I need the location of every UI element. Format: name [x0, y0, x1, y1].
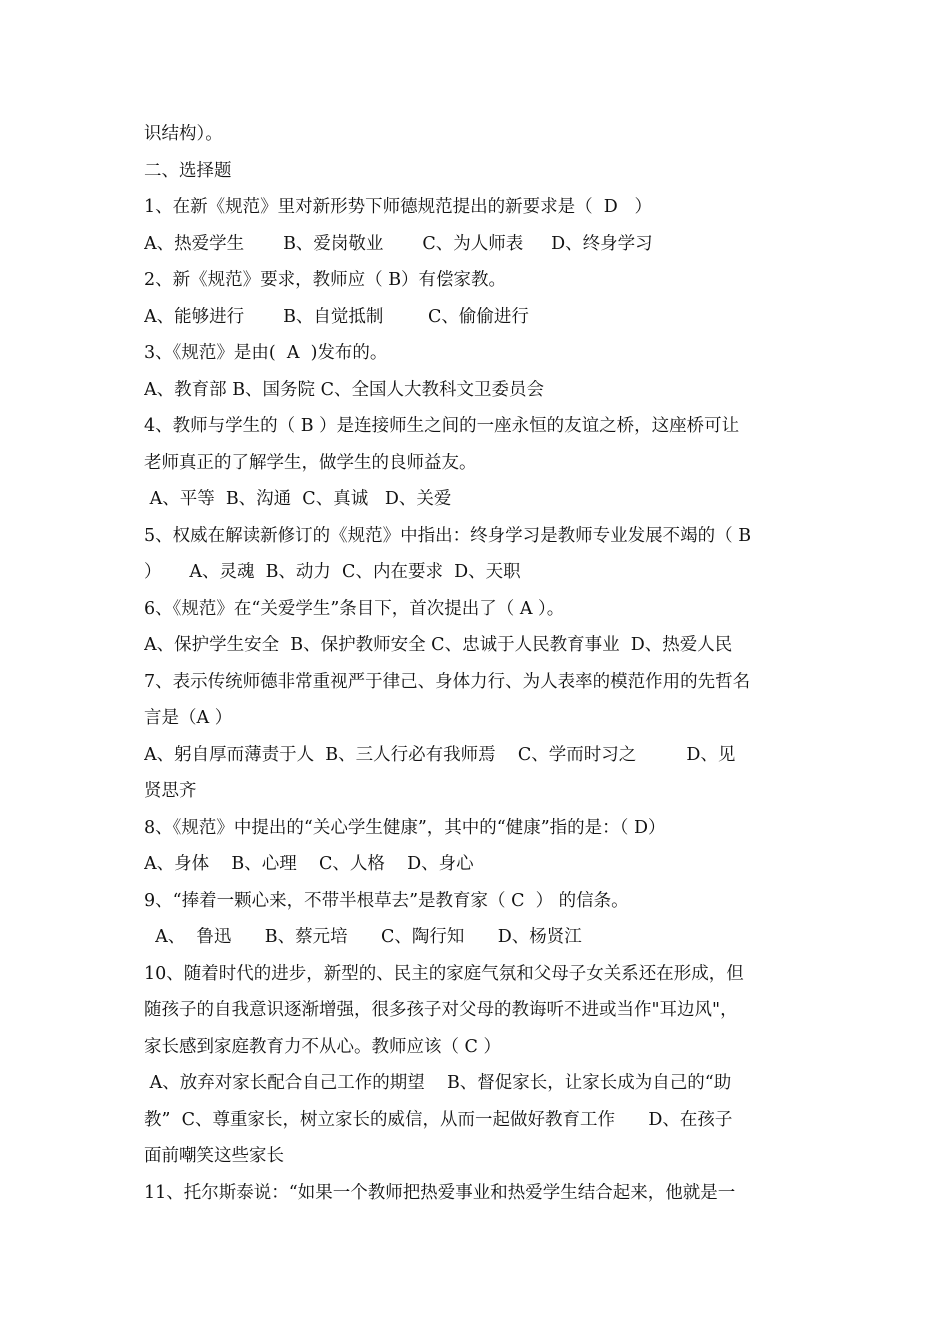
- question-8-options: A、身体 B、心理 C、人格 D、身心: [144, 854, 474, 874]
- question-7-continued: 言是（A ）: [144, 708, 233, 728]
- question-4-continued: 老师真正的了解学生，做学生的良师益友。: [144, 452, 477, 473]
- question-5-options: ） A、灵魂 B、动力 C、内在要求 D、天职: [144, 562, 521, 582]
- question-8: 8、《规范》中提出的“关心学生健康”，其中的“健康”指的是：（ D）: [144, 817, 666, 838]
- question-3: 3、《规范》是由( A )发布的。: [144, 343, 388, 363]
- question-2-options: A、能够进行 B、自觉抵制 C、偷偷进行: [144, 306, 529, 327]
- question-10-continued-2: 家长感到家庭教育力不从心。教师应该（ C ）: [144, 1036, 502, 1057]
- question-7: 7、表示传统师德非常重视严于律己、身体力行、为人表率的模范作用的先哲名: [144, 671, 751, 692]
- question-3-options: A、教育部 B、国务院 C、全国人大教科文卫委员会: [144, 379, 545, 400]
- section-heading: 二、选择题: [144, 160, 232, 181]
- document-page: [144, 116, 812, 1211]
- question-2: 2、新《规范》要求，教师应（ B）有偿家教。: [144, 270, 507, 290]
- question-11: 11、托尔斯泰说：“如果一个教师把热爱事业和热爱学生结合起来，他就是一: [144, 1182, 736, 1203]
- question-1: 1、在新《规范》里对新形势下师德规范提出的新要求是（ D ）: [144, 197, 652, 217]
- question-4-options: A、平等 B、沟通 C、真诚 D、关爱: [144, 489, 452, 509]
- question-9: 9、“捧着一颗心来，不带半根草去”是教育家（ C ） 的信条。: [144, 890, 629, 911]
- question-10-continued-1: 随孩子的自我意识逐渐增强，很多孩子对父母的教诲听不进或当作"耳边风"，: [144, 1000, 738, 1020]
- text-line-1: 识结构）。: [144, 124, 223, 144]
- question-5: 5、权威在解读新修订的《规范》中指出：终身学习是教师专业发展不竭的（ B: [144, 525, 752, 546]
- question-10-options-2: 教” C、尊重家长，树立家长的威信，从而一起做好教育工作 D、在孩子: [144, 1109, 733, 1130]
- question-7-options-continued: 贤思齐: [144, 781, 197, 801]
- question-10: 10、随着时代的进步，新型的、民主的家庭气氛和父母子女关系还在形成，但: [144, 963, 744, 984]
- question-10-options-3: 面前嘲笑这些家长: [144, 1146, 284, 1166]
- question-6: 6、《规范》在“关爱学生”条目下，首次提出了（ A ）。: [144, 598, 565, 619]
- question-9-options: A、 鲁迅 B、蔡元培 C、陶行知 D、杨贤江: [144, 927, 582, 947]
- question-4: 4、教师与学生的（ B ）是连接师生之间的一座永恒的友谊之桥，这座桥可让: [144, 416, 740, 436]
- question-7-options: A、躬自厚而薄责于人 B、三人行必有我师焉 C、学而时习之 D、见: [144, 744, 736, 765]
- question-6-options: A、保护学生安全 B、保护教师安全 C、忠诚于人民教育事业 D、热爱人民: [144, 635, 733, 655]
- question-1-options: A、热爱学生 B、爱岗敬业 C、为人师表 D、终身学习: [144, 233, 653, 254]
- question-10-options-1: A、放弃对家长配合自己工作的期望 B、督促家长，让家长成为自己的“助: [144, 1073, 732, 1093]
